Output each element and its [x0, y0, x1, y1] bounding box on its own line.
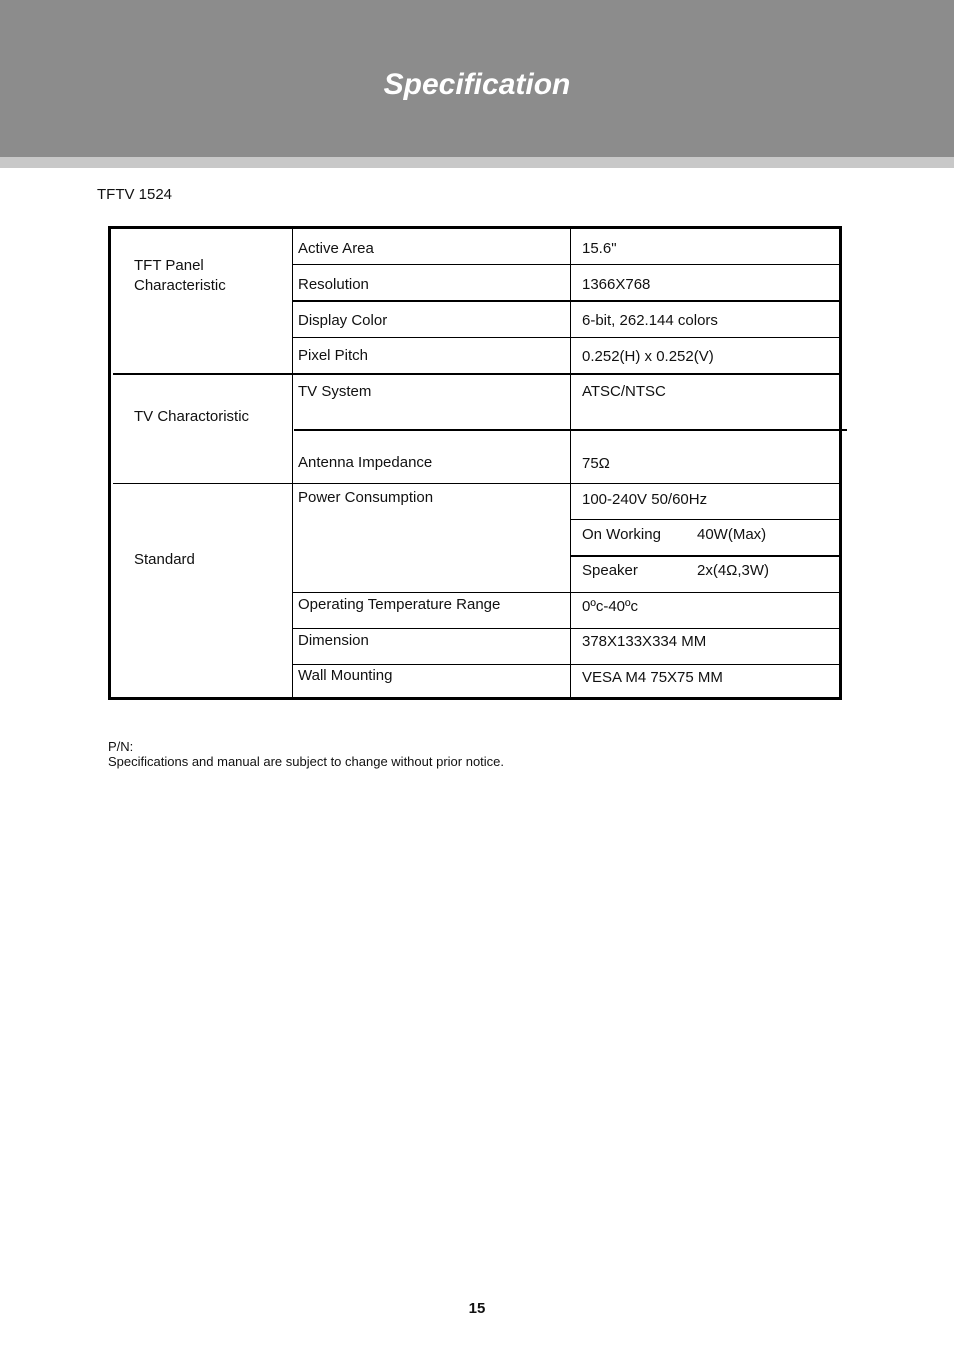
- spec-value: VESA M4 75X75 MM: [582, 669, 723, 686]
- row-divider: [292, 264, 842, 265]
- spec-table: [108, 226, 842, 700]
- footnote-label: P/N:: [108, 739, 134, 754]
- group-divider: [113, 373, 842, 375]
- spec-value: 75Ω: [582, 455, 610, 472]
- row-divider: [570, 555, 842, 557]
- footnote: [108, 739, 504, 769]
- spec-value: Speaker: [582, 562, 638, 579]
- spec-value: 378X133X334 MM: [582, 633, 707, 650]
- spec-value-detail: 40W(Max): [697, 526, 767, 543]
- row-divider: [292, 628, 842, 629]
- spec-value: On Working: [582, 526, 661, 543]
- spec-name: Antenna Impedance: [298, 454, 433, 471]
- spec-value: 100-240V 50/60Hz: [582, 491, 708, 508]
- spec-name: Power Consumption: [298, 489, 434, 506]
- spec-name: Wall Mounting: [298, 667, 393, 684]
- spec-value: 0ºc-40ºc: [582, 598, 638, 615]
- model-label: TFTV 1524: [97, 186, 173, 203]
- footnote-text: Specifications and manual are subject to change without prior notice.: [108, 754, 505, 769]
- spec-name: Dimension: [298, 632, 369, 649]
- group-label: [134, 256, 226, 296]
- page-number: 15: [468, 1300, 486, 1317]
- spec-name: Pixel Pitch: [298, 347, 369, 364]
- row-divider: [292, 592, 842, 593]
- spec-value: 6-bit, 262.144 colors: [582, 312, 718, 329]
- row-divider: [570, 519, 842, 520]
- group-label: TV Charactoristic: [134, 408, 250, 425]
- row-divider: [292, 300, 842, 302]
- spec-name: Display Color: [298, 312, 388, 329]
- spec-name: TV System: [298, 383, 372, 400]
- spec-name: Active Area: [298, 240, 374, 257]
- spec-value-detail: 2x(4Ω,3W): [697, 562, 770, 579]
- row-divider: [292, 664, 842, 665]
- group-label-line: Characteristic: [134, 277, 226, 294]
- page-title: Specification: [383, 68, 571, 101]
- group-label: Standard: [134, 551, 195, 568]
- spec-value: 15.6": [582, 240, 617, 257]
- row-divider: [294, 429, 847, 431]
- spec-name: Operating Temperature Range: [298, 596, 501, 613]
- group-divider: [113, 483, 842, 484]
- spec-value: 1366X768: [582, 276, 651, 293]
- spec-name: Resolution: [298, 276, 369, 293]
- row-divider: [292, 337, 842, 338]
- spec-value: 0.252(H) x 0.252(V): [582, 348, 714, 365]
- header-strip: [0, 157, 954, 168]
- spec-value: ATSC/NTSC: [582, 383, 666, 400]
- group-label-line: TFT Panel: [134, 257, 204, 274]
